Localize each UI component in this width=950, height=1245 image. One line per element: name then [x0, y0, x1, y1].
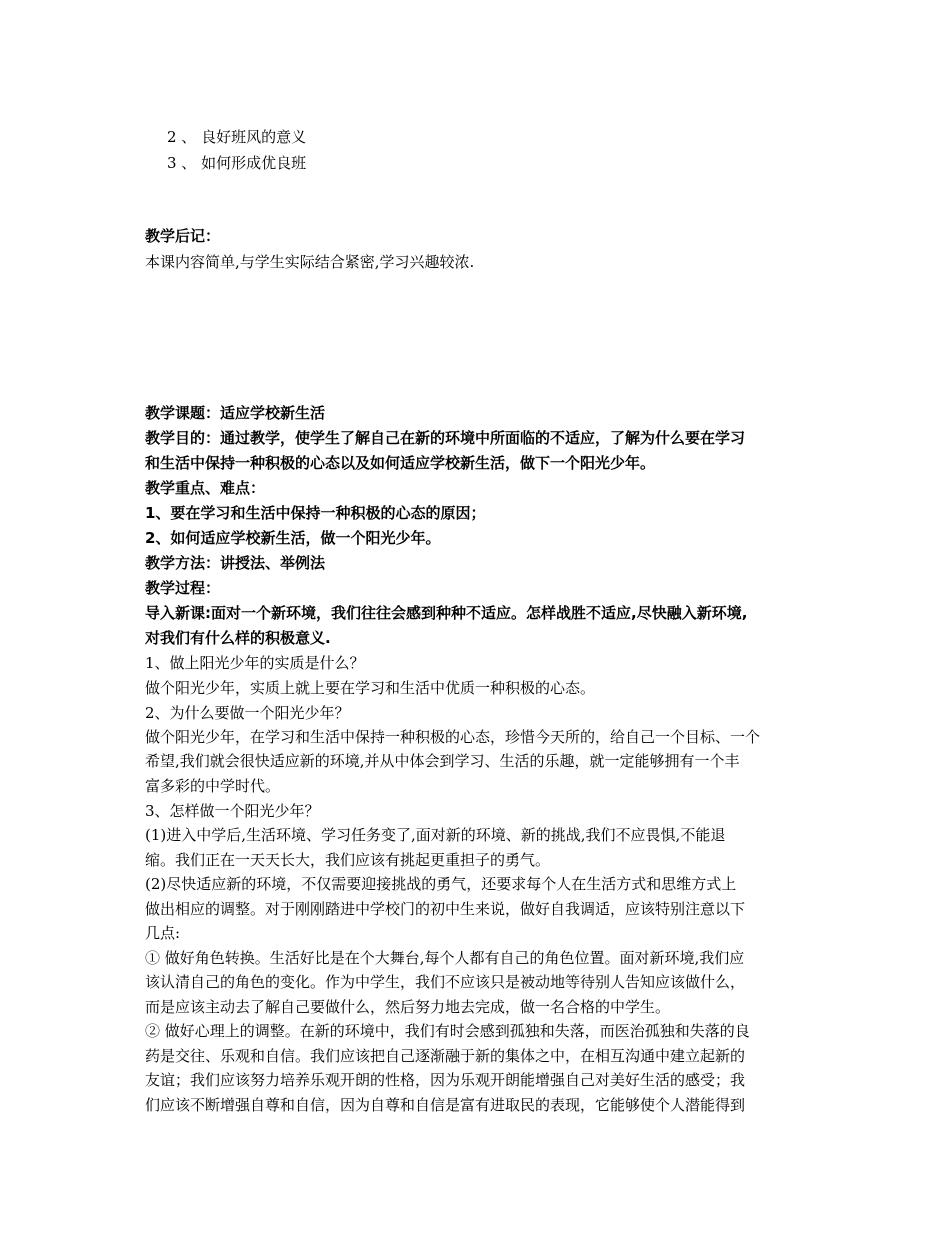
key-point-1: 1、要在学习和生活中保持一种积极的心态的原因；	[145, 504, 486, 522]
list-item-2: 2 、 良好班风的意义	[167, 128, 307, 146]
body-line: 3、怎样做一个阳光少年？	[145, 802, 320, 820]
key-point-2: 2、如何适应学校新生活，做一个阳光少年。	[145, 529, 441, 547]
body-line: 们应该不断增强自尊和自信，因为自尊和自信是富有进取民的表现，它能够使个人潜能得到	[145, 1096, 746, 1114]
body-line: 友谊；我们应该努力培养乐观开朗的性格，因为乐观开朗能增强自己对美好生活的感受；我	[145, 1071, 746, 1089]
body-line: 1、做上阳光少年的实质是什么？	[145, 654, 365, 672]
body-line: 2、为什么要做一个阳光少年？	[145, 704, 350, 722]
intro-line-2: 对我们有什么样的积极意义.	[145, 629, 331, 647]
body-line: 药是交往、乐观和自信。我们应该把自己逐渐融于新的集体之中，在相互沟通中建立起新的	[145, 1047, 746, 1065]
body-line: 做出相应的调整。对于刚刚踏进中学校门的初中生来说，做好自我调适，应该特别注意以下	[145, 900, 746, 918]
body-line: 几点:	[145, 924, 181, 942]
body-line: 而是应该主动去了解自己要做什么，然后努力地去完成，做一名合格的中学生。	[145, 998, 671, 1016]
body-line: ② 做好心理上的调整。在新的环境中，我们有时会感到孤独和失落，而医治孤独和失落的良	[145, 1022, 750, 1040]
body-line: (2)尽快适应新的环境，不仅需要迎接挑战的勇气，还要求每个人在生活方式和思维方式上	[145, 875, 737, 893]
objective-line-2: 和生活中保持一种积极的心态以及如何适应学校新生活，做下一个阳光少年。	[145, 454, 656, 472]
body-line: (1)进入中学后,生活环境、学习任务变了,面对新的环境、新的挑战,我们不应畏惧,不能退	[145, 826, 726, 844]
body-line: 富多彩的中学时代。	[145, 777, 281, 795]
afterword-text: 本课内容简单,与学生实际结合紧密,学习兴趣较浓.	[145, 253, 475, 271]
body-line: 做个阳光少年，在学习和生活中保持一种积极的心态，珍惜今天所的，给自己一个目标、一个	[145, 728, 761, 746]
body-line: 做个阳光少年，实质上就上要在学习和生活中优质一种积极的心态。	[145, 679, 596, 697]
body-line: ① 做好角色转换。生活好比是在个大舞台,每个人都有自己的角色位置。面对新环境,我们应	[145, 949, 745, 967]
lesson-title: 教学课题：适应学校新生活	[145, 404, 326, 422]
afterword-heading: 教学后记：	[145, 227, 221, 245]
process-heading: 教学过程：	[145, 579, 221, 597]
teaching-method: 教学方法：讲授法、举例法	[145, 554, 326, 572]
key-points-heading: 教学重点、难点：	[145, 479, 266, 497]
body-line: 希望,我们就会很快适应新的环境,并从中体会到学习、生活的乐趣，就一定能够拥有一个丰	[145, 752, 740, 770]
intro-line-1: 导入新课:面对一个新环境，我们往往会感到种种不适应。怎样战胜不适应,尽快融入新环境,	[145, 604, 748, 622]
body-line: 缩。我们正在一天天长大，我们应该有挑起更重担子的勇气。	[145, 851, 551, 869]
body-line: 该认清自己的角色的变化。作为中学生，我们不应该只是被动地等待别人告知应该做什么，	[145, 973, 746, 991]
objective-line-1: 教学目的：通过教学，使学生了解自己在新的环境中所面临的不适应，了解为什么要在学习	[145, 429, 746, 447]
list-item-3: 3 、 如何形成优良班	[167, 154, 307, 172]
